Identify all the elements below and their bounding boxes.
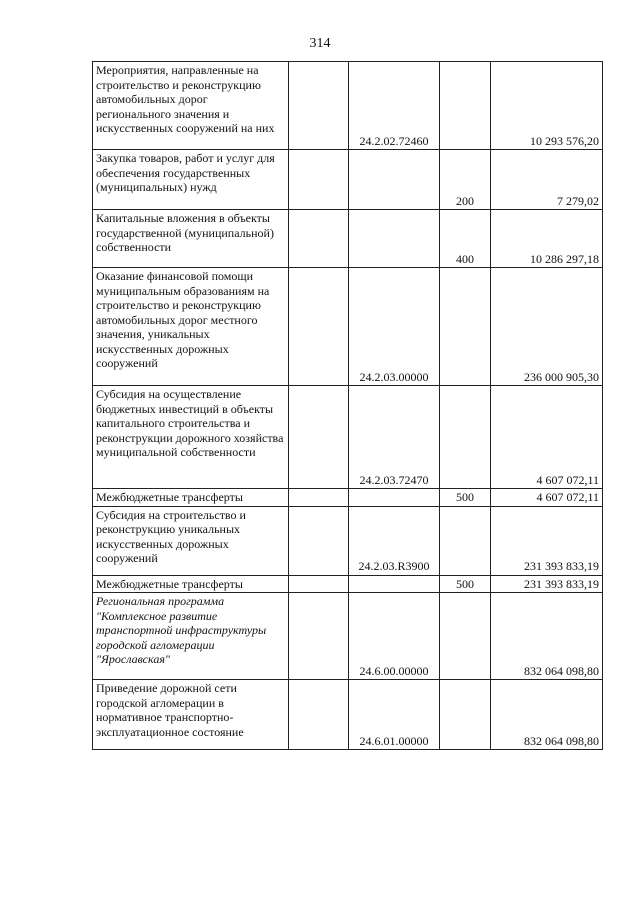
table-row — [93, 150, 603, 210]
table-row — [93, 575, 603, 593]
blank-cell — [289, 506, 349, 575]
blank-cell — [289, 575, 349, 593]
expense-type: 500 — [440, 575, 491, 593]
budget-table — [92, 61, 603, 750]
page-number: 314 — [309, 36, 331, 51]
table-row — [93, 593, 603, 680]
target-code: 24.2.03.R3900 — [349, 506, 440, 575]
expense-type: 500 — [440, 489, 491, 507]
target-code — [349, 575, 440, 593]
target-code — [349, 150, 440, 210]
expense-type: 400 — [440, 210, 491, 268]
row-name: Оказание финансовой помощи муниципальным образованиям на строительство и реконструкцию автомобильных дорог местного значения, уникальных искусственных дорожных сооружений — [93, 268, 289, 386]
blank-cell — [289, 268, 349, 386]
row-name: Региональная программа "Комплексное развитие транспортной инфраструктуры городской агломерации "Ярославская" — [93, 593, 289, 680]
expense-type — [440, 593, 491, 680]
row-name: Закупка товаров, работ и услуг для обеспечения государственных (муниципальных) нужд — [93, 150, 289, 210]
expense-type — [440, 268, 491, 386]
target-code: 24.6.01.00000 — [349, 680, 440, 750]
table-row — [93, 680, 603, 750]
sum-value: 7 279,02 — [491, 150, 603, 210]
target-code — [349, 489, 440, 507]
table-row — [93, 268, 603, 386]
blank-cell — [289, 210, 349, 268]
blank-cell — [289, 386, 349, 489]
sum-value: 832 064 098,80 — [491, 680, 603, 750]
target-code: 24.2.03.72470 — [349, 386, 440, 489]
row-name: Мероприятия, направленные на строительство и реконструкцию автомобильных дорог регионального значения и искусственных сооружений на них — [93, 62, 289, 150]
sum-value: 10 293 576,20 — [491, 62, 603, 150]
sum-value: 231 393 833,19 — [491, 506, 603, 575]
expense-type — [440, 506, 491, 575]
expense-type — [440, 680, 491, 750]
target-code: 24.2.03.00000 — [349, 268, 440, 386]
sum-value: 236 000 905,30 — [491, 268, 603, 386]
sum-value: 4 607 072,11 — [491, 386, 603, 489]
table-row — [93, 62, 603, 150]
blank-cell — [289, 680, 349, 750]
table-row — [93, 386, 603, 489]
sum-value: 4 607 072,11 — [491, 489, 603, 507]
blank-cell — [289, 150, 349, 210]
target-code: 24.6.00.00000 — [349, 593, 440, 680]
row-name: Субсидия на строительство и реконструкцию уникальных искусственных дорожных сооружений — [93, 506, 289, 575]
table-row — [93, 210, 603, 268]
row-name: Приведение дорожной сети городской агломерации в нормативное транспортно-эксплуатационное состояние — [93, 680, 289, 750]
sum-value: 231 393 833,19 — [491, 575, 603, 593]
expense-type: 200 — [440, 150, 491, 210]
blank-cell — [289, 593, 349, 680]
blank-cell — [289, 62, 349, 150]
expense-type — [440, 386, 491, 489]
table-row — [93, 489, 603, 507]
sum-value: 10 286 297,18 — [491, 210, 603, 268]
table-row — [93, 506, 603, 575]
target-code: 24.2.02.72460 — [349, 62, 440, 150]
row-name: Межбюджетные трансферты — [93, 575, 289, 593]
expense-type — [440, 62, 491, 150]
blank-cell — [289, 489, 349, 507]
target-code — [349, 210, 440, 268]
row-name: Межбюджетные трансферты — [93, 489, 289, 507]
row-name: Капитальные вложения в объекты государственной (муниципальной) собственности — [93, 210, 289, 268]
row-name: Субсидия на осуществление бюджетных инвестиций в объекты капитального строительства и реконструкции дорожного хозяйства муниципальной собственности — [93, 386, 289, 489]
sum-value: 832 064 098,80 — [491, 593, 603, 680]
